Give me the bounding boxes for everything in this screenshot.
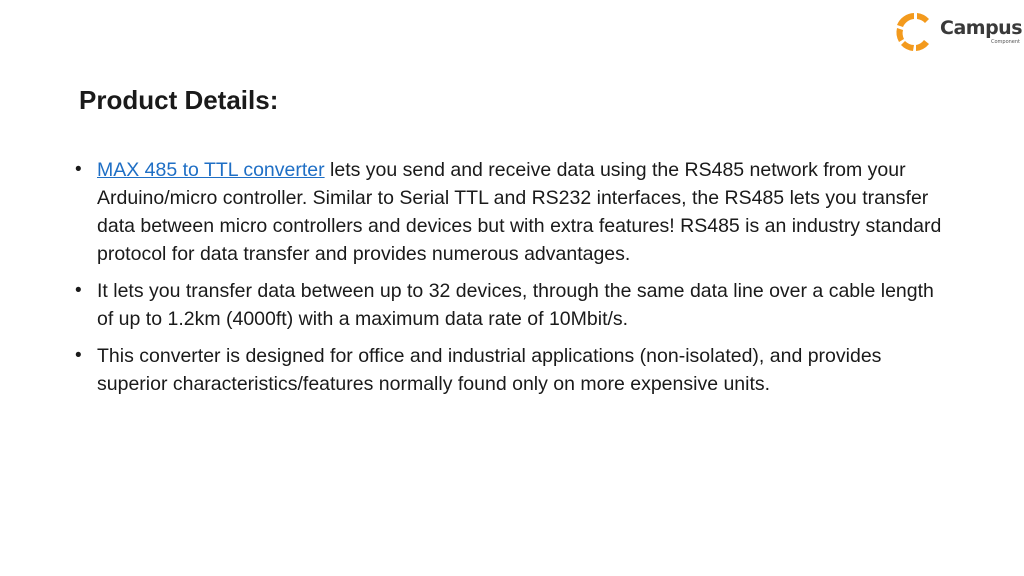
bullet-item-1 — [75, 156, 945, 268]
bullet-icon: • — [75, 345, 82, 366]
product-link[interactable]: MAX 485 to TTL converter — [97, 159, 325, 181]
bullet-text-2: It lets you transfer data between up to 32 devices, through the same data line over a cable length of up to 1.2km (4000ft) with a maximum data rate of 10Mbit/s. — [97, 280, 934, 330]
bullet-text-1: lets you send and receive data using the RS485 network from your Arduino/micro controller. Similar to Serial TTL and RS232 interfaces, the RS485 lets you transfer data between micro controllers and devices but with extra features! RS485 is an industry standard protocol for data transfer and provides numerous advantages. — [97, 159, 942, 265]
bullet-icon: • — [75, 280, 82, 301]
bullet-list — [75, 156, 945, 407]
page-title: Product Details: — [79, 85, 279, 115]
campus-component-logo — [893, 6, 1022, 58]
bullet-item-3 — [75, 342, 945, 398]
bullet-item-2 — [75, 277, 945, 333]
logo-name: Campus — [940, 17, 1022, 39]
campus-logo-icon — [893, 9, 935, 55]
bullet-icon: • — [75, 159, 82, 180]
logo-subtitle: Component — [990, 39, 1020, 45]
bullet-text-3: This converter is designed for office and industrial applications (non-isolated), and provides superior characteristics/features normally found only on more expensive units. — [97, 345, 882, 395]
